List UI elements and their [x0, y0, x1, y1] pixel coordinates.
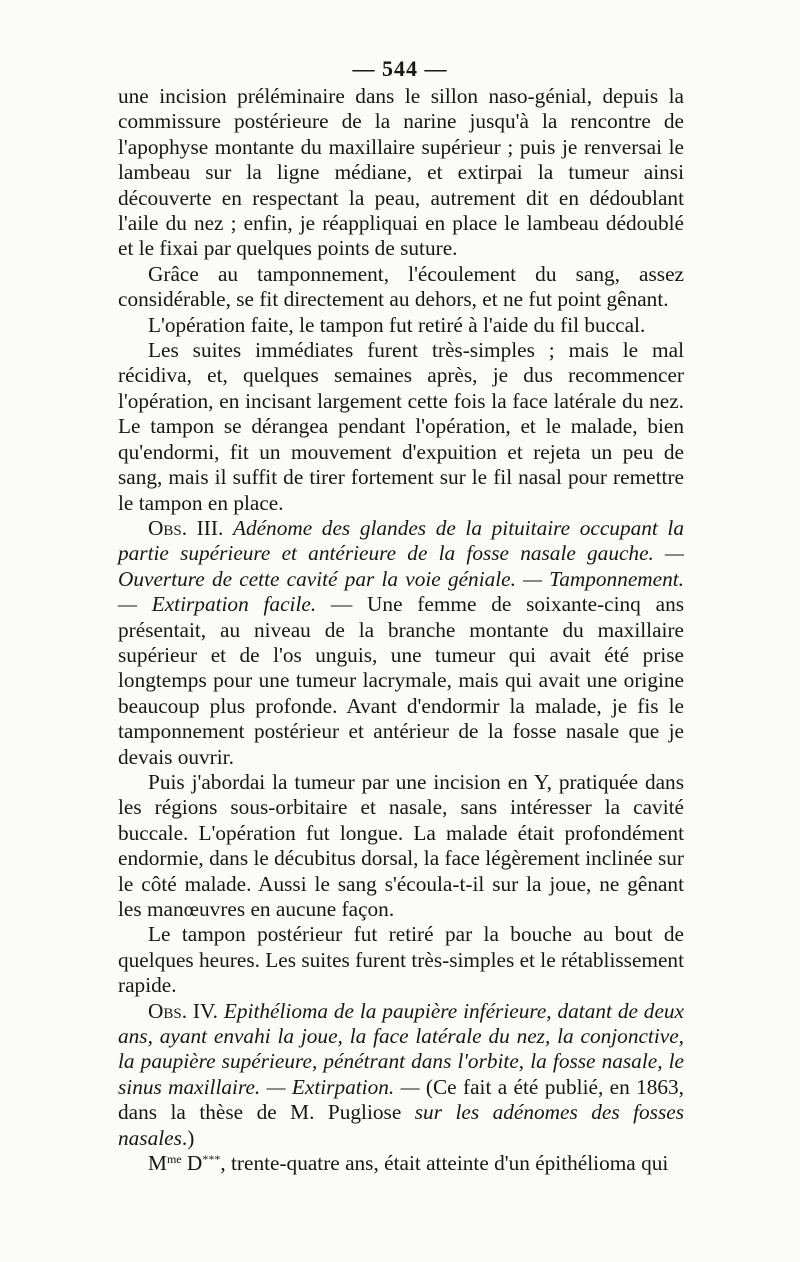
paragraph-3: L'opération faite, le tampon fut retiré à l'aide du fil buccal. [148, 312, 646, 337]
patient-title-sup: me [166, 1152, 182, 1167]
observation-4-body-end: .) [181, 1125, 195, 1150]
paragraph-6: Puis j'abordai la tumeur par une incision en Y, pratiquée dans les régions sous-orbitaire et nasale, sans intéresser la cavité buccale. L'opération fut longue. La malade était profondément endormie, dans le décubitus dorsal, la face légèrement inclinée sur le côté malade. Aussi le sang s'écoula-t-il sur la joue, ne gênant les manœuvres en aucune façon. [118, 769, 684, 921]
patient-title: M [148, 1151, 167, 1176]
observation-4 [118, 999, 684, 1151]
paragraph-4: Les suites immédiates furent très-simples ; mais le mal récidiva, et, quelques semaines après, je dus recommencer l'opération, en incisant largement cette fois la face latérale du nez. Le tampon se dérangea pendant l'opération, et le malade, bien qu'endormi, fit un mouvement d'expuition et rejeta un peu de sang, mais il suffit de tirer fortement sur le fil nasal pour remettre le tampon en place. [118, 338, 684, 515]
page-number: — 544 — [352, 56, 448, 81]
paragraph-7: Le tampon postérieur fut retiré par la bouche au bout de quelques heures. Les suites furent très-simples et le rétablissement rapide. [118, 922, 684, 998]
patient-initial-sup: *** [202, 1152, 221, 1167]
paragraph-9-rest: , trente-quatre ans, était atteinte d'un épithélioma qui [220, 1151, 669, 1176]
paragraph-2: Grâce au tamponnement, l'écoulement du sang, assez considérable, se fit directement au dehors, et ne fut point gênant. [118, 261, 684, 312]
body-text [118, 84, 684, 1176]
observation-3-body: — Une femme de soixante-cinq ans présentait, au niveau de la branche montante du maxillaire supérieur et de l'os unguis, une tumeur qui avait été prise longtemps pour une tumeur lacrymale, mais qui avait une origine beaucoup plus profonde. Avant d'endormir la malade, je fis le tamponnement postérieur et antérieur de la fosse nasale que je devais ouvrir. [118, 592, 685, 769]
observation-3-label: Obs. III. [148, 515, 224, 540]
observation-4-body-start: (Ce fait a été publié, en 1863, dans la thèse de M. Pugliose [118, 1074, 685, 1125]
paragraph-9 [118, 1151, 684, 1176]
paragraph-1: une incision préléminaire dans le sillon naso-génial, depuis la commissure postérieure de la narine jusqu'à la rencontre de l'apophyse montante du maxillaire supérieur ; puis je renversai le lambeau sur la ligne médiane, et extirpai la tumeur ainsi découverte en respectant la peau, autrement dit en dédoublant l'aile du nez ; enfin, je réappliquai en place le lambeau dédoublé et le fixai par quelques points de suture. [118, 84, 684, 261]
observation-3 [118, 516, 684, 770]
observation-3-title: Adénome des glandes de la pituitaire occupant la partie supérieure et antérieure de la fosse nasale gauche. — Ouverture de cette cavité par la voie géniale. — Tamponnement. — Extirpation facile. [118, 515, 685, 617]
observation-4-title: Epithélioma de la paupière inférieure, datant de deux ans, ayant envahi la joue, la face latérale du nez, la conjonctive, la paupière supérieure, pénétrant dans l'orbite, la fosse nasale, le sinus maxillaire. — Extirpation. — [118, 998, 685, 1099]
patient-initial: D [181, 1151, 203, 1176]
observation-4-label: Obs. IV. [148, 998, 218, 1023]
observation-4-body-italic: sur les adénomes des fosses nasales [118, 1100, 684, 1150]
